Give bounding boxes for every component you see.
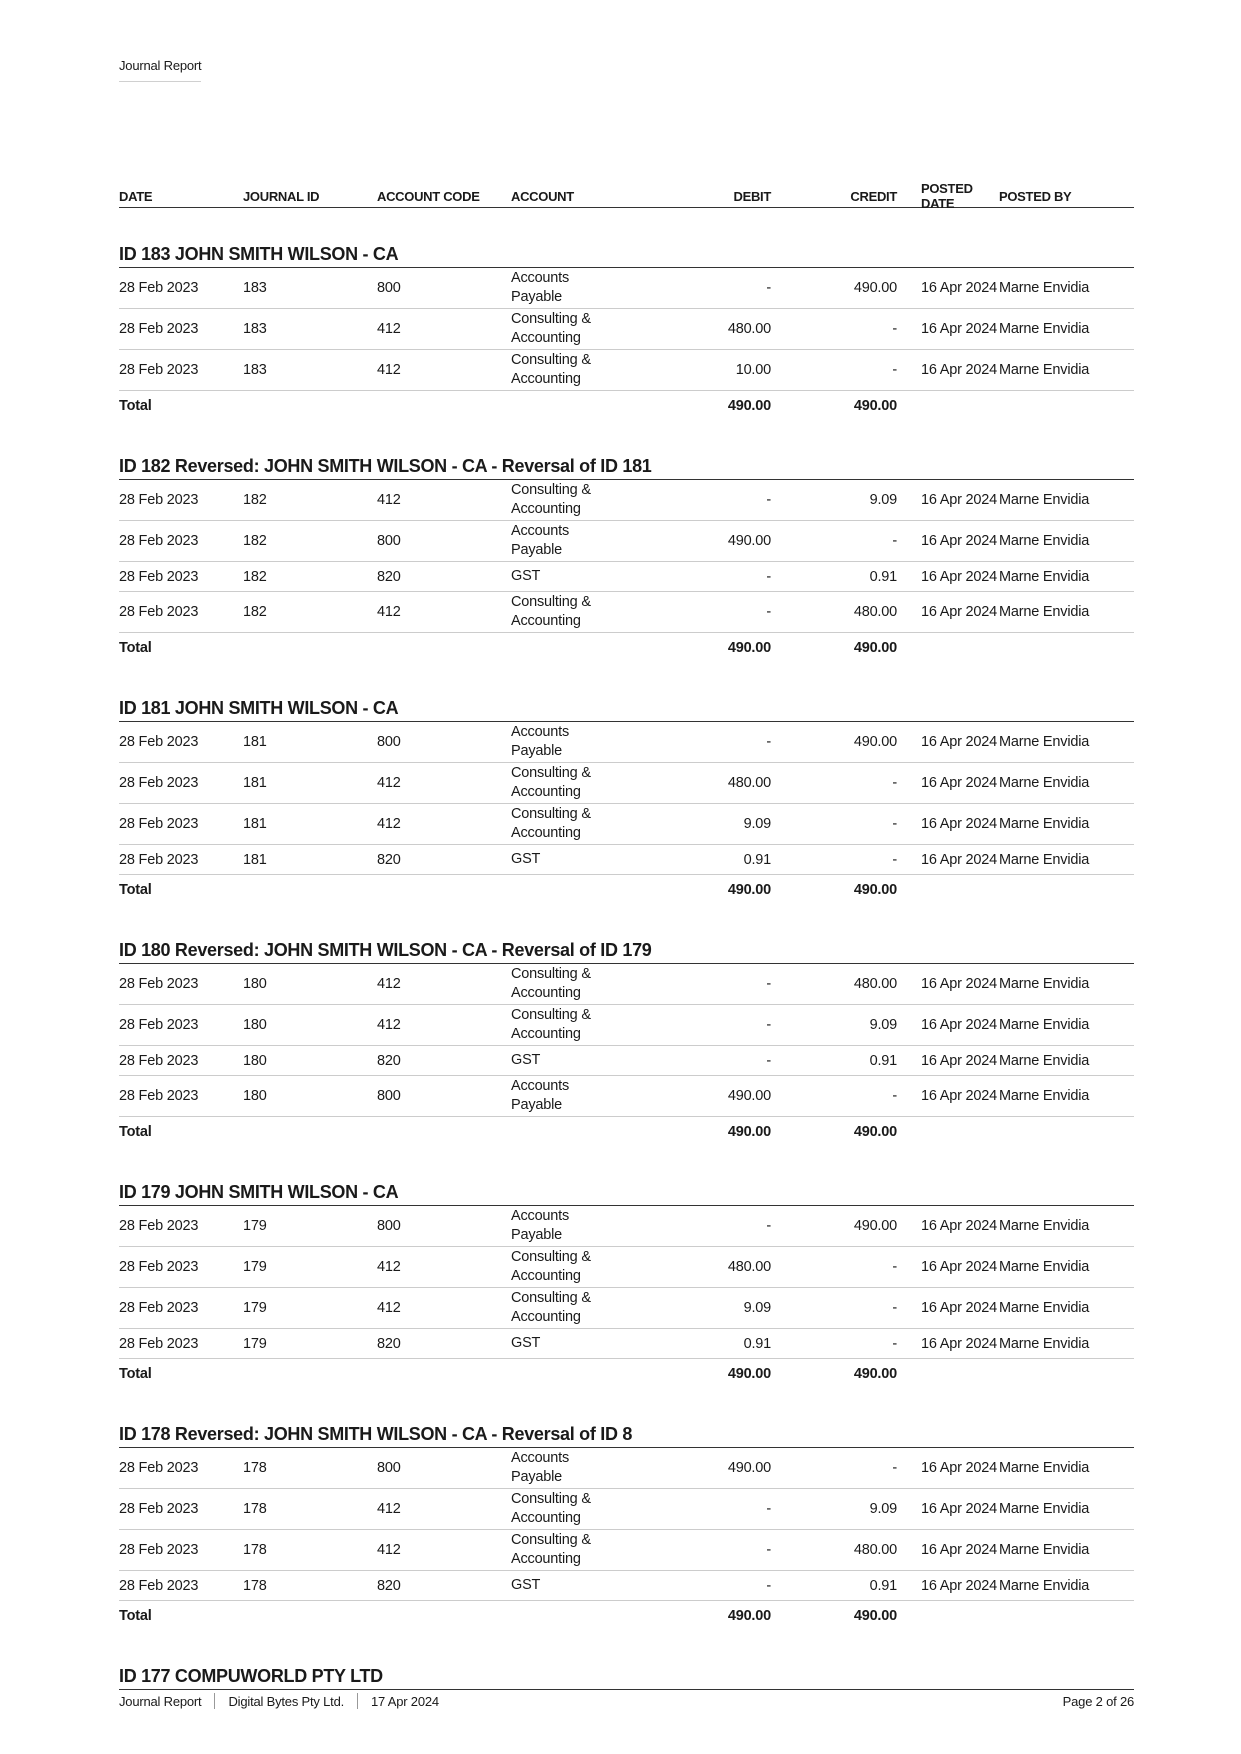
total-debit: 490.00 <box>727 398 771 414</box>
journal-group-title: ID 182 Reversed: JOHN SMITH WILSON - CA - Reversal of ID 181 <box>119 453 1134 480</box>
cell-date: 28 Feb 2023 <box>119 568 199 585</box>
cell-date: 28 Feb 2023 <box>119 533 199 549</box>
cell-credit: - <box>892 851 897 868</box>
cell-posted-date: 16 Apr 2024 <box>921 1577 998 1594</box>
cell-credit: - <box>892 1088 897 1104</box>
cell-posted-by: Marne Envidia <box>999 1052 1090 1069</box>
cell-journal-id: 181 <box>243 816 267 832</box>
cell-posted-by: Marne Envidia <box>999 1300 1090 1316</box>
cell-journal-id: 181 <box>243 775 267 791</box>
total-row <box>119 391 1134 421</box>
cell-date: 28 Feb 2023 <box>119 1300 199 1316</box>
footer-divider <box>214 1693 215 1709</box>
cell-posted-by: Marne Envidia <box>999 280 1090 296</box>
table-row <box>119 1571 1134 1601</box>
cell-posted-date: 16 Apr 2024 <box>921 492 998 508</box>
cell-journal-id: 178 <box>243 1501 267 1517</box>
cell-credit: - <box>892 775 897 791</box>
total-debit: 490.00 <box>727 1366 771 1382</box>
cell-date: 28 Feb 2023 <box>119 976 199 992</box>
table-row <box>119 845 1134 875</box>
cell-journal-id: 178 <box>243 1577 267 1594</box>
cell-date: 28 Feb 2023 <box>119 280 199 296</box>
cell-date: 28 Feb 2023 <box>119 851 199 868</box>
table-row <box>119 1046 1134 1076</box>
page-title: Journal Report <box>119 58 201 82</box>
cell-credit: - <box>892 1335 897 1352</box>
cell-account: GST <box>511 1577 541 1593</box>
table-row <box>119 804 1134 845</box>
col-posted-by: POSTED BY <box>999 188 1072 204</box>
cell-journal-id: 180 <box>243 1088 267 1104</box>
cell-account-code: 412 <box>377 321 401 337</box>
cell-account-code: 820 <box>377 1577 401 1594</box>
cell-posted-by: Marne Envidia <box>999 1017 1090 1033</box>
total-credit: 490.00 <box>853 398 897 414</box>
total-debit: 490.00 <box>727 882 771 898</box>
cell-account: Accounts Payable <box>511 270 570 305</box>
cell-posted-date: 16 Apr 2024 <box>921 280 998 296</box>
cell-account-code: 800 <box>377 533 401 549</box>
cell-posted-date: 16 Apr 2024 <box>921 1300 998 1316</box>
cell-debit: 0.91 <box>743 851 771 868</box>
cell-journal-id: 183 <box>243 321 267 337</box>
cell-journal-id: 183 <box>243 280 267 296</box>
cell-date: 28 Feb 2023 <box>119 775 199 791</box>
cell-posted-date: 16 Apr 2024 <box>921 851 998 868</box>
page-footer <box>119 1693 1134 1709</box>
col-credit: CREDIT <box>850 188 897 204</box>
cell-credit: 490.00 <box>853 280 897 296</box>
cell-journal-id: 182 <box>243 492 267 508</box>
cell-account-code: 800 <box>377 1460 401 1476</box>
table-row <box>119 592 1134 633</box>
cell-account: GST <box>511 1052 541 1068</box>
cell-debit: 480.00 <box>727 321 771 337</box>
cell-account: Consulting & Accounting <box>511 966 591 1001</box>
footer-company: Digital Bytes Pty Ltd. <box>228 1693 345 1709</box>
table-row <box>119 521 1134 562</box>
col-debit: DEBIT <box>733 188 771 204</box>
cell-credit: - <box>892 533 897 549</box>
journal-group-title: ID 180 Reversed: JOHN SMITH WILSON - CA - Reversal of ID 179 <box>119 937 1134 964</box>
total-row <box>119 875 1134 905</box>
cell-account-code: 820 <box>377 1335 401 1352</box>
cell-debit: - <box>766 1218 771 1234</box>
table-header <box>119 181 1134 211</box>
cell-account: Accounts Payable <box>511 1208 570 1243</box>
cell-posted-by: Marne Envidia <box>999 1542 1090 1558</box>
cell-posted-date: 16 Apr 2024 <box>921 775 998 791</box>
cell-journal-id: 182 <box>243 604 267 620</box>
cell-date: 28 Feb 2023 <box>119 816 199 832</box>
total-credit: 490.00 <box>853 640 897 656</box>
cell-credit: 490.00 <box>853 1218 897 1234</box>
cell-credit: 9.09 <box>869 1501 897 1517</box>
cell-account: Consulting & Accounting <box>511 594 591 629</box>
cell-posted-date: 16 Apr 2024 <box>921 1259 998 1275</box>
table-row <box>119 1247 1134 1288</box>
cell-credit: 480.00 <box>853 1542 897 1558</box>
cell-account-code: 412 <box>377 976 401 992</box>
cell-debit: - <box>766 604 771 620</box>
cell-credit: 0.91 <box>869 1577 897 1594</box>
cell-debit: 10.00 <box>735 362 771 378</box>
cell-credit: - <box>892 1259 897 1275</box>
cell-posted-date: 16 Apr 2024 <box>921 1460 998 1476</box>
cell-date: 28 Feb 2023 <box>119 321 199 337</box>
cell-posted-by: Marne Envidia <box>999 362 1090 378</box>
cell-posted-by: Marne Envidia <box>999 568 1090 585</box>
cell-posted-by: Marne Envidia <box>999 321 1090 337</box>
cell-debit: 480.00 <box>727 775 771 791</box>
cell-account-code: 800 <box>377 1218 401 1234</box>
cell-posted-date: 16 Apr 2024 <box>921 533 998 549</box>
table-row <box>119 1076 1134 1117</box>
cell-account-code: 820 <box>377 1052 401 1069</box>
total-label: Total <box>119 640 152 656</box>
cell-journal-id: 183 <box>243 362 267 378</box>
total-credit: 490.00 <box>853 1124 897 1140</box>
cell-credit: 490.00 <box>853 734 897 750</box>
cell-posted-by: Marne Envidia <box>999 851 1090 868</box>
table-row <box>119 1329 1134 1359</box>
cell-debit: - <box>766 568 771 585</box>
cell-journal-id: 179 <box>243 1335 267 1352</box>
col-date: DATE <box>119 188 153 204</box>
cell-journal-id: 178 <box>243 1460 267 1476</box>
cell-account-code: 800 <box>377 280 401 296</box>
cell-journal-id: 182 <box>243 568 267 585</box>
cell-debit: 490.00 <box>727 1460 771 1476</box>
cell-account: GST <box>511 568 541 584</box>
table-row <box>119 1448 1134 1489</box>
cell-debit: - <box>766 1542 771 1558</box>
cell-debit: 480.00 <box>727 1259 771 1275</box>
cell-posted-by: Marne Envidia <box>999 533 1090 549</box>
col-account: ACCOUNT <box>511 188 574 204</box>
cell-journal-id: 179 <box>243 1300 267 1316</box>
cell-account-code: 412 <box>377 1259 401 1275</box>
total-credit: 490.00 <box>853 882 897 898</box>
cell-account: Consulting & Accounting <box>511 1249 591 1284</box>
cell-debit: - <box>766 734 771 750</box>
total-row <box>119 1601 1134 1631</box>
cell-date: 28 Feb 2023 <box>119 1259 199 1275</box>
cell-account: Accounts Payable <box>511 724 570 759</box>
cell-account: Consulting & Accounting <box>511 1007 591 1042</box>
cell-credit: 0.91 <box>869 568 897 585</box>
cell-posted-date: 16 Apr 2024 <box>921 1335 998 1352</box>
cell-journal-id: 181 <box>243 851 267 868</box>
col-posted-date: POSTED DATE <box>921 181 973 211</box>
cell-date: 28 Feb 2023 <box>119 1052 199 1069</box>
total-row <box>119 1117 1134 1147</box>
total-credit: 490.00 <box>853 1366 897 1382</box>
journal-group-title: ID 181 JOHN SMITH WILSON - CA <box>119 695 1134 722</box>
col-journal-id: JOURNAL ID <box>243 188 320 204</box>
cell-posted-date: 16 Apr 2024 <box>921 734 998 750</box>
table-row <box>119 722 1134 763</box>
cell-account-code: 412 <box>377 1542 401 1558</box>
cell-debit: - <box>766 1052 771 1069</box>
journal-groups <box>119 241 1134 1690</box>
cell-posted-date: 16 Apr 2024 <box>921 1542 998 1558</box>
cell-account: GST <box>511 851 541 867</box>
cell-posted-by: Marne Envidia <box>999 604 1090 620</box>
cell-posted-date: 16 Apr 2024 <box>921 1501 998 1517</box>
cell-account-code: 820 <box>377 568 401 585</box>
cell-account-code: 412 <box>377 492 401 508</box>
cell-posted-by: Marne Envidia <box>999 1460 1090 1476</box>
cell-journal-id: 179 <box>243 1218 267 1234</box>
cell-posted-by: Marne Envidia <box>999 816 1090 832</box>
cell-account: Consulting & Accounting <box>511 1491 591 1526</box>
cell-account-code: 412 <box>377 775 401 791</box>
journal-table <box>119 181 1134 1690</box>
cell-account: Consulting & Accounting <box>511 352 591 387</box>
cell-posted-by: Marne Envidia <box>999 775 1090 791</box>
total-credit: 490.00 <box>853 1608 897 1624</box>
footer-divider <box>357 1693 358 1709</box>
cell-journal-id: 180 <box>243 1017 267 1033</box>
cell-date: 28 Feb 2023 <box>119 1501 199 1517</box>
cell-journal-id: 180 <box>243 976 267 992</box>
cell-posted-date: 16 Apr 2024 <box>921 321 998 337</box>
cell-credit: 480.00 <box>853 604 897 620</box>
cell-posted-date: 16 Apr 2024 <box>921 1052 998 1069</box>
cell-account-code: 412 <box>377 362 401 378</box>
cell-account-code: 412 <box>377 1501 401 1517</box>
cell-credit: 9.09 <box>869 1017 897 1033</box>
journal-group-title: ID 179 JOHN SMITH WILSON - CA <box>119 1179 1134 1206</box>
cell-account: Consulting & Accounting <box>511 765 591 800</box>
total-debit: 490.00 <box>727 1124 771 1140</box>
cell-credit: - <box>892 1300 897 1316</box>
footer-report-name: Journal Report <box>119 1693 202 1709</box>
cell-posted-by: Marne Envidia <box>999 734 1090 750</box>
cell-account: Accounts Payable <box>511 1078 570 1113</box>
table-row <box>119 350 1134 391</box>
table-row <box>119 1288 1134 1329</box>
cell-posted-date: 16 Apr 2024 <box>921 816 998 832</box>
cell-credit: 9.09 <box>869 492 897 508</box>
total-debit: 490.00 <box>727 640 771 656</box>
cell-posted-date: 16 Apr 2024 <box>921 362 998 378</box>
total-row <box>119 1359 1134 1389</box>
cell-account-code: 412 <box>377 1017 401 1033</box>
col-account-code: ACCOUNT CODE <box>377 188 480 204</box>
cell-posted-by: Marne Envidia <box>999 1218 1090 1234</box>
table-row <box>119 268 1134 309</box>
cell-date: 28 Feb 2023 <box>119 734 199 750</box>
journal-group-title: ID 183 JOHN SMITH WILSON - CA <box>119 241 1134 268</box>
cell-account: Accounts Payable <box>511 523 570 558</box>
total-row <box>119 633 1134 663</box>
table-row <box>119 480 1134 521</box>
cell-debit: 490.00 <box>727 533 771 549</box>
cell-date: 28 Feb 2023 <box>119 492 199 508</box>
cell-debit: - <box>766 976 771 992</box>
journal-group-title: ID 177 COMPUWORLD PTY LTD <box>119 1663 1134 1690</box>
cell-account: Consulting & Accounting <box>511 806 591 841</box>
cell-credit: - <box>892 1460 897 1476</box>
cell-account: Consulting & Accounting <box>511 1532 591 1567</box>
cell-debit: - <box>766 1501 771 1517</box>
cell-account: GST <box>511 1335 541 1351</box>
table-row <box>119 964 1134 1005</box>
cell-account-code: 412 <box>377 816 401 832</box>
cell-debit: - <box>766 280 771 296</box>
cell-date: 28 Feb 2023 <box>119 1542 199 1558</box>
cell-account-code: 412 <box>377 1300 401 1316</box>
cell-credit: - <box>892 816 897 832</box>
cell-journal-id: 182 <box>243 533 267 549</box>
cell-debit: - <box>766 492 771 508</box>
cell-debit: 490.00 <box>727 1088 771 1104</box>
cell-account: Consulting & Accounting <box>511 482 591 517</box>
cell-journal-id: 181 <box>243 734 267 750</box>
cell-account: Consulting & Accounting <box>511 1290 591 1325</box>
journal-group-title: ID 178 Reversed: JOHN SMITH WILSON - CA - Reversal of ID 8 <box>119 1421 1134 1448</box>
cell-date: 28 Feb 2023 <box>119 1577 199 1594</box>
total-debit: 490.00 <box>727 1608 771 1624</box>
cell-date: 28 Feb 2023 <box>119 1335 199 1352</box>
cell-credit: 0.91 <box>869 1052 897 1069</box>
cell-posted-date: 16 Apr 2024 <box>921 1017 998 1033</box>
table-row <box>119 309 1134 350</box>
cell-journal-id: 179 <box>243 1259 267 1275</box>
footer-date: 17 Apr 2024 <box>371 1693 439 1709</box>
cell-account: Accounts Payable <box>511 1450 570 1485</box>
cell-posted-date: 16 Apr 2024 <box>921 976 998 992</box>
cell-account-code: 820 <box>377 851 401 868</box>
cell-date: 28 Feb 2023 <box>119 362 199 378</box>
cell-debit: - <box>766 1577 771 1594</box>
cell-account-code: 800 <box>377 1088 401 1104</box>
cell-posted-date: 16 Apr 2024 <box>921 604 998 620</box>
cell-debit: 0.91 <box>743 1335 771 1352</box>
table-row <box>119 562 1134 592</box>
cell-posted-by: Marne Envidia <box>999 1259 1090 1275</box>
cell-posted-by: Marne Envidia <box>999 1088 1090 1104</box>
cell-debit: - <box>766 1017 771 1033</box>
total-label: Total <box>119 1124 152 1140</box>
cell-credit: 480.00 <box>853 976 897 992</box>
table-row <box>119 1206 1134 1247</box>
cell-date: 28 Feb 2023 <box>119 1460 199 1476</box>
table-row <box>119 1530 1134 1571</box>
cell-account-code: 412 <box>377 604 401 620</box>
cell-credit: - <box>892 362 897 378</box>
cell-date: 28 Feb 2023 <box>119 1218 199 1234</box>
cell-journal-id: 180 <box>243 1052 267 1069</box>
footer-page-number: Page 2 of 26 <box>1062 1693 1134 1709</box>
cell-credit: - <box>892 321 897 337</box>
cell-posted-date: 16 Apr 2024 <box>921 568 998 585</box>
cell-posted-date: 16 Apr 2024 <box>921 1088 998 1104</box>
cell-account: Consulting & Accounting <box>511 311 591 346</box>
table-row <box>119 763 1134 804</box>
cell-posted-by: Marne Envidia <box>999 1577 1090 1594</box>
table-row <box>119 1489 1134 1530</box>
cell-date: 28 Feb 2023 <box>119 1088 199 1104</box>
total-label: Total <box>119 882 152 898</box>
cell-journal-id: 178 <box>243 1542 267 1558</box>
cell-debit: 9.09 <box>743 1300 771 1316</box>
total-label: Total <box>119 1608 152 1624</box>
cell-debit: 9.09 <box>743 816 771 832</box>
total-label: Total <box>119 1366 152 1382</box>
table-row <box>119 1005 1134 1046</box>
cell-date: 28 Feb 2023 <box>119 1017 199 1033</box>
cell-posted-by: Marne Envidia <box>999 1335 1090 1352</box>
cell-date: 28 Feb 2023 <box>119 604 199 620</box>
cell-posted-by: Marne Envidia <box>999 976 1090 992</box>
total-label: Total <box>119 398 152 414</box>
cell-account-code: 800 <box>377 734 401 750</box>
cell-posted-date: 16 Apr 2024 <box>921 1218 998 1234</box>
cell-posted-by: Marne Envidia <box>999 1501 1090 1517</box>
cell-posted-by: Marne Envidia <box>999 492 1090 508</box>
